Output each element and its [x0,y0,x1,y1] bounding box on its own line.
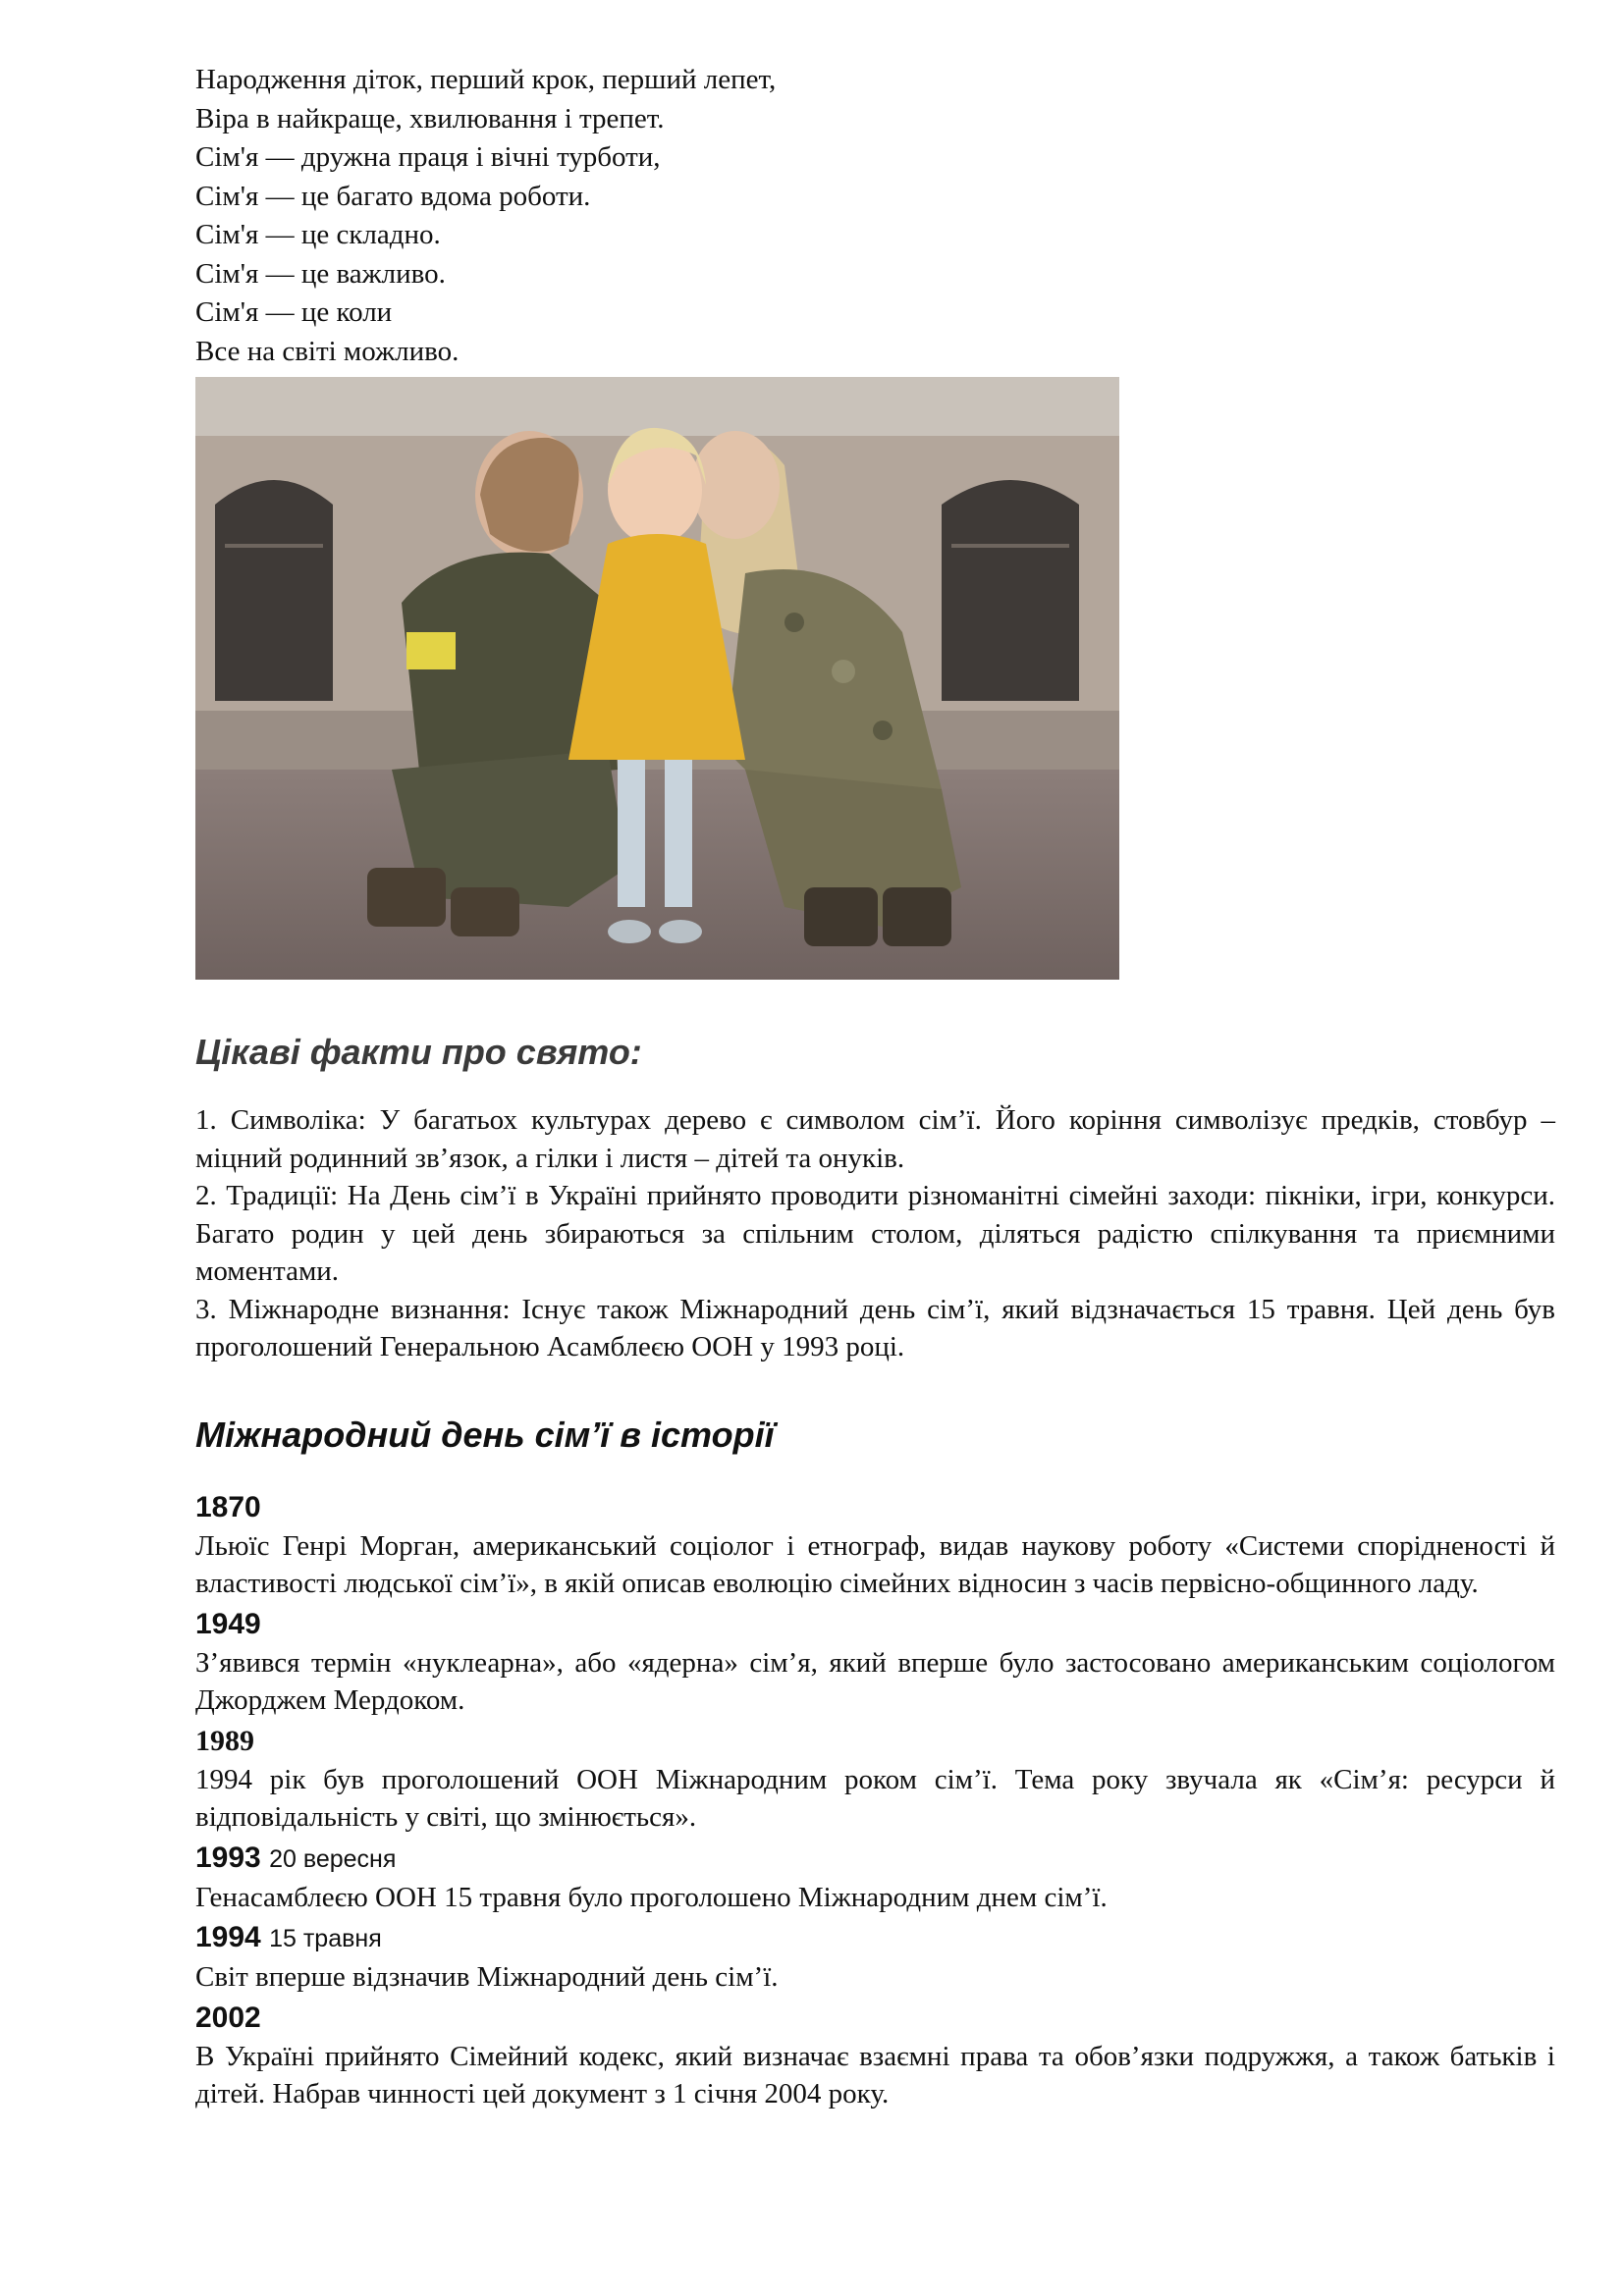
poem-line: Сім'я — дружна праця і вічні турботи, [195,141,661,173]
history-heading: Міжнародний день сім’ї в історії [195,1414,775,1455]
family-photo-illustration [195,377,1119,980]
year-number: 1870 [195,1490,261,1523]
timeline-year [195,1839,1555,1879]
fact-item: 1. Символіка: У багатьох культурах дерево є символом сім’ї. Його коріння символізує предків, стовбур – міцний родинний зв’язок, а гілки і листя – дітей та онуків. [195,1104,1555,1174]
document-page [195,61,1555,2115]
timeline-year [195,1999,1555,2038]
poem-line: Все на світі можливо. [195,335,460,367]
year-date: 20 вересня [269,1844,397,1873]
timeline-year [195,1488,1555,1527]
poem-line: Сім'я — це багато вдома роботи. [195,180,591,212]
poem-line: Сім'я — це коли [195,296,393,328]
timeline-year [195,1605,1555,1644]
timeline-entry: 1994 рік був проголошений ООН Міжнародним роком сім’ї. Тема року звучала як «Сім’я: ресурси й відповідальність у світі, що змінюється». [195,1763,1555,1833]
poem-line: Народження діток, перший крок, перший лепет, [195,64,777,95]
fact-item: 2. Традиції: На День сім’ї в Україні прийнято проводити різноманітні сімейні заходи: пікніки, ігри, конкурси. Багато родин у цей день збираються за спільним столом, діляться радістю спілкування та приємними моментами. [195,1180,1555,1287]
family-photo [195,377,1119,980]
year-number: 1994 [195,1921,261,1953]
timeline-entry: З’явився термін «нуклеарна», або «ядерна» сім’я, який вперше було застосовано американським соціологом Джорджем Мердоком. [195,1646,1555,1716]
year-date: 15 травня [269,1925,382,1952]
poem-line: Сім'я — це важливо. [195,257,446,290]
poem-line: Віра в найкраще, хвилювання і трепет. [195,102,665,134]
poem-line: Сім'я — це складно. [195,219,441,250]
year-number: 2002 [195,2001,261,2034]
fact-item: 3. Міжнародне визнання: Існує також Міжнародний день сім’ї, який відзначається 15 травня. Цей день був проголошений Генеральною Асамблеєю ООН у 1993 році. [195,1293,1555,1362]
timeline-entry: Генасамблеєю ООН 15 травня було проголошено Міжнародним днем сім’ї. [195,1881,1108,1913]
timeline-entry: Льюїс Генрі Морган, американський соціолог і етнограф, видав наукову роботу «Системи спорідненості й властивості людської сім’ї», в якій описав еволюцію сімейних відносин з часів первісно-общинного ладу. [195,1529,1555,1599]
facts-list [195,1101,1555,1366]
year-number: 1993 [195,1841,261,1874]
poem [195,61,1555,371]
year-number: 1949 [195,1607,261,1640]
timeline-entry: В Україні прийнято Сімейний кодекс, який визначає взаємні права та обов’язки подружжя, а також батьків і дітей. Набрав чинності цей документ з 1 січня 2004 року. [195,2040,1555,2109]
timeline-year [195,1722,1555,1761]
facts-heading: Цікаві факти про свято: [195,1032,642,1072]
timeline-year [195,1918,1555,1958]
timeline-entry: Світ вперше відзначив Міжнародний день сім’ї. [195,1961,779,1993]
year-number: 1989 [195,1724,254,1757]
history-timeline [195,1488,1555,2113]
